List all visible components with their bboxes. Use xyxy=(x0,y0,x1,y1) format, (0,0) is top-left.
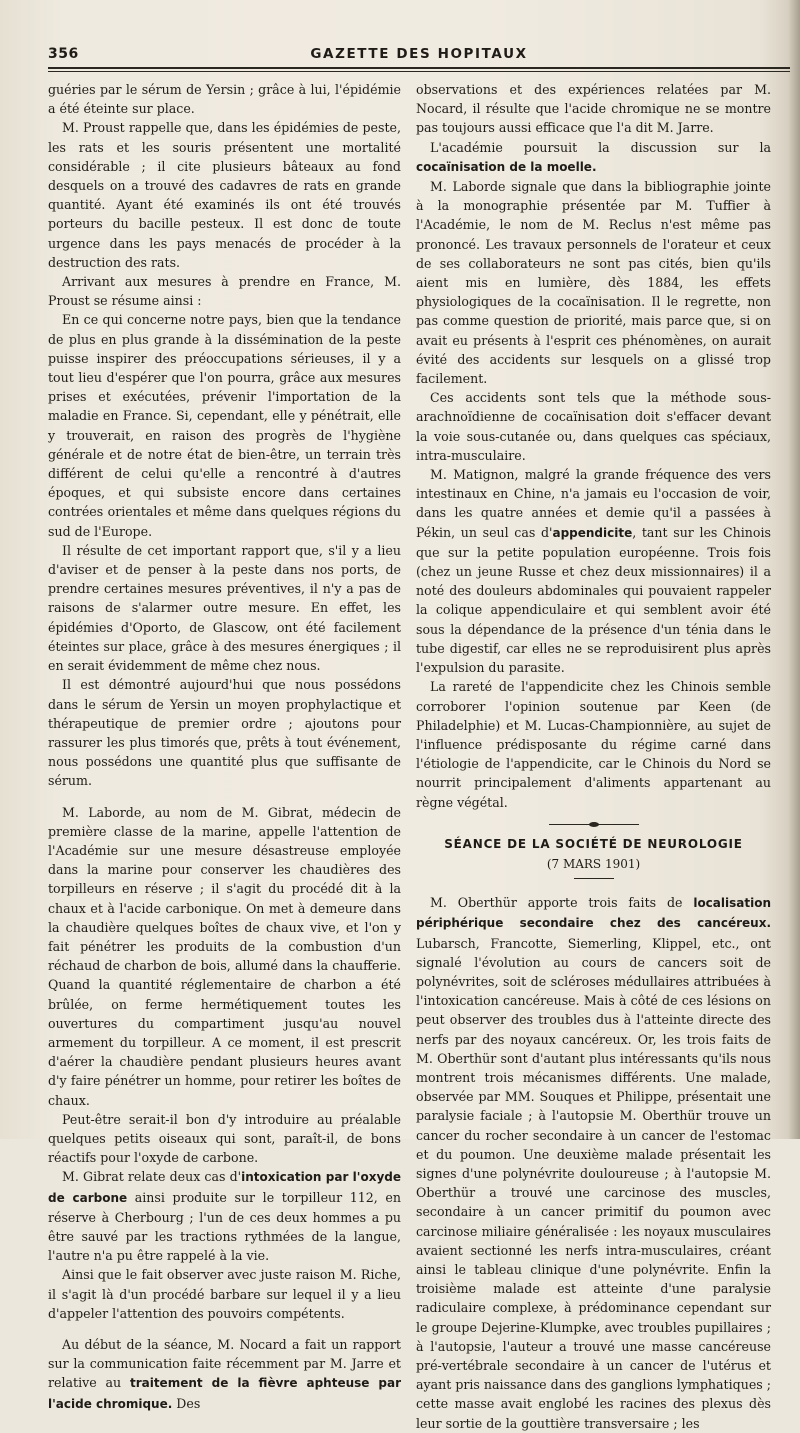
journal-title: GAZETTE DES HOPITAUX xyxy=(310,46,528,62)
page-edge-shadow xyxy=(788,0,800,1139)
text-run: M. Gibrat relate deux cas d' xyxy=(62,1169,242,1185)
paragraph: Ainsi que le fait observer avec juste raison M. Riche, il s'agit là d'un procédé barbare sur lequel il y a lieu d'appeler l'attention des pouvoirs compétents. xyxy=(48,1267,401,1321)
bold-topic: traitement de la fièvre aphteuse par l'acide chromique. xyxy=(48,1376,402,1411)
right-column xyxy=(416,80,771,1433)
bold-topic: localisation périphérique secondaire chez des cancéreux. xyxy=(416,896,771,931)
paragraph: M. Laborde signale que dans la bibliographie jointe à la monographie présentée par M. Tuffier à l'Académie, le nom de M. Reclus n'est même pas prononcé. Les travaux personnels de l'orateur et ceux de ses collaborateurs ne sont pas cités, bien qu'ils aient mis en lumière, dès 1884, les effets physiologiques de la cocaïnisation. Il le regrette, non pas comme question de priorité, mais parce que, si on avait eu présents à l'esprit ces phénomènes, on aurait évité des accidents sur lesquels on a glissé trop facilement. xyxy=(416,179,771,387)
text-run: Des xyxy=(172,1395,201,1411)
text-run: ainsi produite sur le torpilleur 112, en réserve à Cherbourg ; l'un de ces deux hommes a pu être sauvé par les tractions rythmées de la langue, l'autre n'a pu être rappelé à la vie. xyxy=(48,1189,401,1264)
header-rule-thin xyxy=(48,71,790,72)
page-number: 356 xyxy=(48,46,79,62)
text-run: , tant sur les Chinois que sur la petite population européenne. Trois fois (chez un jeune Russe et chez deux missionnaires) il a noté des douleurs abdominales qui pouvaient rappeler la colique appendiculaire et qui semblent avoir été sous la dépendance de la présence d'un ténia dans le tube digestif, car elles ne se reproduisirent plus après l'expulsion du parasite. xyxy=(416,524,771,676)
bold-topic: intoxication par l'oxyde de carbone xyxy=(48,1170,402,1205)
paragraph: Il résulte de cet important rapport que, s'il y a lieu d'aviser et de penser à la peste dans nos ports, de prendre certaines mesures préventives, il n'y a pas de raisons de s'alarmer outre mesure. En effet, les épidémies d'Oporto, de Glascow, ont été facilement éteintes sur place, grâce à des mesures énergiques ; il en serait évidemment de même chez nous. xyxy=(48,542,401,674)
paragraph xyxy=(48,1167,401,1265)
page-header xyxy=(48,44,790,68)
header-rule xyxy=(48,67,790,69)
paragraph: En ce qui concerne notre pays, bien que la tendance de plus en plus grande à la dissémination de la peste puisse inspirer des préoccupations sérieuses, il y a tout lieu d'espérer que l'on pourra, grâce aux mesures prises et exécutées, prévenir l'importation de la maladie en France. Si, cependant, elle y pénétrait, elle y trouverait, en raison des progrès de l'hygiène générale et de notre état de bien-être, un terrain très différent de celui qu'elle a rencontré à d'autres époques, et qui subsiste encore dans certaines contrées orientales et même dans quelques régions du sud de l'Europe. xyxy=(48,312,401,539)
paragraph: Ces accidents sont tels que la méthode sous-arachnoïdienne de cocaïnisation doit s'effacer devant la voie sous-cutanée ou, dans quelques cas spéciaux, intra-musculaire. xyxy=(416,390,771,463)
paragraph xyxy=(416,465,771,677)
text-run: L'académie poursuit la discussion sur la xyxy=(430,139,771,155)
section-rule xyxy=(574,878,614,879)
paragraph: M. Proust rappelle que, dans les épidémies de peste, les rats et les souris présentent une mortalité considérable ; il cite plusieurs bâteaux au fond desquels on a trouvé des cadavres de rats en grande quantité. Ayant été examinés ils ont été trouvés porteurs du bacille pesteux. Il est donc de toute urgence dans les pays menacés de procéder à la destruction des rats. xyxy=(48,120,401,270)
paragraph xyxy=(416,138,771,177)
paragraph: La rareté de l'appendicite chez les Chinois semble corroborer l'opinion soutenue par Keen (de Philadelphie) et M. Lucas-Championnière, au sujet de l'influence prédisposante du régime carné dans l'étiologie de l'appendicite, car le Chinois du Nord se nourrit principalement d'aliments appartenant au règne végétal. xyxy=(416,679,771,810)
text-run: M. Oberthür apporte trois faits de xyxy=(430,895,694,911)
text-run: M. Matignon, malgré la grande fréquence des vers intestinaux en Chine, n'a jamais eu l'occasion de voir, dans les quatre années et demie qu'il a passées à Pékin, un seul cas d' xyxy=(416,467,771,540)
paragraph xyxy=(416,893,771,1433)
paragraph: M. Laborde, au nom de M. Gibrat, médecin de première classe de la marine, appelle l'attention de l'Académie sur une mesure désastreuse employée dans la marine pour conserver les chaudières des torpilleurs en réserve ; il s'agit du procédé dit à la chaux et à l'acide carbonique. On met à demeure dans la chaudière quelques boîtes de chaux vive, et l'on y fait pénétrer les produits de la combustion d'un réchaud de charbon de bois, allumé dans la chaufferie. Quand la quantité réglementaire de charbon a été brûlée, on ferme hermétiquement toutes les ouvertures du compartiment jusqu'au nouvel armement du torpilleur. A ce moment, il est prescrit d'aérer la chaudière pendant plusieurs heures avant d'y faire pénétrer un homme, pour retirer les boîtes de chaux. xyxy=(48,804,401,1108)
paragraph: guéries par le sérum de Yersin ; grâce à lui, l'épidémie a été éteinte sur place. xyxy=(48,82,401,117)
paragraph: Peut-être serait-il bon d'y introduire au préalable quelques petits oiseaux qui sont, paraît-il, de bons réactifs pour l'oxyde de carbone. xyxy=(48,1111,401,1166)
bold-topic: cocaïnisation de la moelle. xyxy=(416,159,597,174)
section-separator xyxy=(549,824,639,825)
text-run: Lubarsch, Francotte, Siemerling, Klippel, etc., ont signalé l'évolution au cours de cancers soit de polynévrites, soit de scléroses médullaires attribuées à l'intoxication cancéreuse. Mais à côté de ces lésions on peut observer des troubles dus à l'atteinte directe des nerfs par des noyaux cancéreux. Or, les trois faits de M. Oberthür sont d'autant plus intéressants qu'ils nous montrent trois mécanismes différents. Une malade, observée par MM. Souques et Philippe, présentait une paralysie faciale ; à l'autopsie M. Oberthür trouve un cancer du rocher secondaire à un cancer de l'estomac et du poumon. Une deuxième malade présentait les signes d'une polynévrite douloureuse ; à l'autopsie M. Oberthür a trouvé une carcinose des muscles, secondaire à un cancer primitif du poumon avec carcinose miliaire généralisée : les noyaux musculaires avaient sectionné les nerfs intra-musculaires, créant ainsi le tableau clinique d'une polynévrite. Enfin la troisième malade est atteinte d'une paralysie radiculaire complexe, à prédominance cependant sur le groupe Dejerine-Klumpke, avec troubles pupillaires ; à l'autopsie, l'auteur a trouvé une masse cancéreuse pré-vertébrale secondaire à un cancer de l'utérus et ayant pris naissance dans des ganglions lymphatiques ; cette masse avait englobé les racines des plexus dès leur sortie de la gouttière transversaire ; les xyxy=(416,935,771,1431)
left-column xyxy=(48,80,401,1414)
text-run: Au début de la séance, M. Nocard a fait un rapport sur la communication faite récemment par M. Jarre et relative au xyxy=(48,1337,401,1391)
bold-topic: appendicite xyxy=(552,525,633,540)
paragraph xyxy=(48,1335,401,1414)
paragraph: Il est démontré aujourd'hui que nous possédons dans le sérum de Yersin un moyen prophylactique et thérapeutique de premier ordre ; ajoutons pour rassurer les plus timorés que, prêts à tout événement, nous possédons une quantité plus que suffisante de sérum. xyxy=(48,677,401,789)
paragraph: observations et des expériences relatées par M. Nocard, il résulte que l'acide chromique ne se montre pas toujours aussi efficace que l'a dit M. Jarre. xyxy=(416,82,771,136)
section-date: (7 MARS 1901) xyxy=(546,856,641,871)
section-title: SÉANCE DE LA SOCIÉTÉ DE NEUROLOGIE xyxy=(444,836,743,851)
paragraph: Arrivant aux mesures à prendre en France, M. Proust se résume ainsi : xyxy=(48,274,401,309)
